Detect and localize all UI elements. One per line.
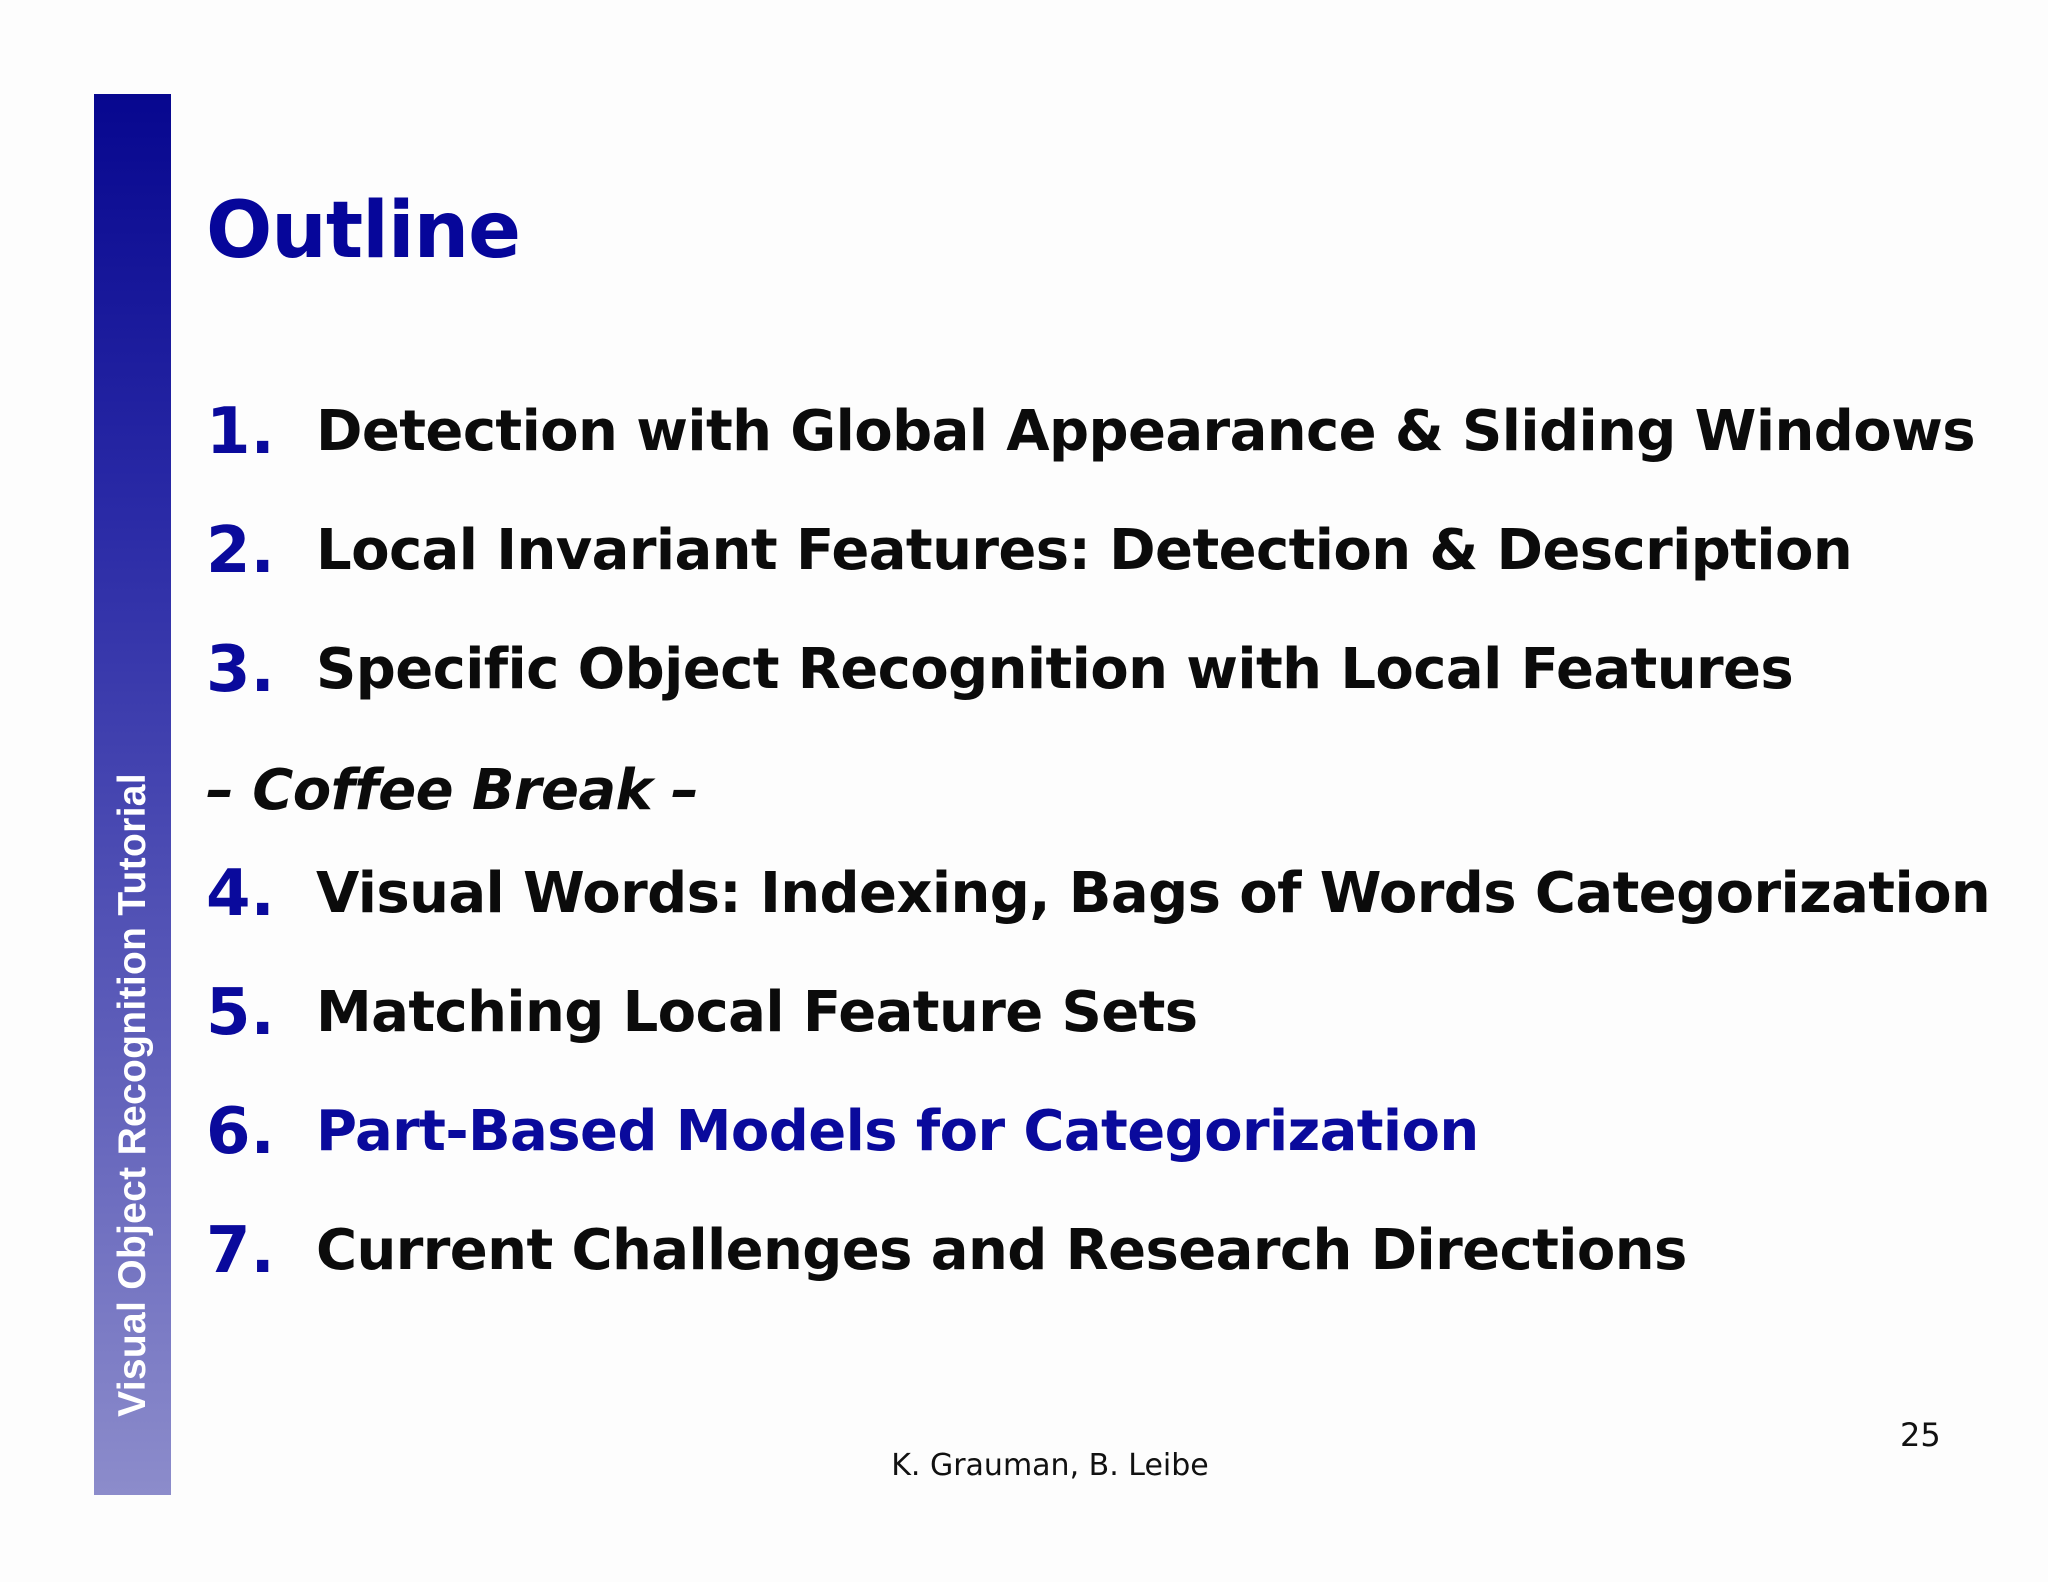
outline-item-1 [206, 392, 1975, 472]
item-number: 3. [206, 633, 275, 707]
item-text-current: Part-Based Models for Categorization [316, 1099, 1479, 1164]
item-number: 4. [206, 857, 275, 931]
item-number: 5. [206, 976, 275, 1050]
outline-item-4 [206, 854, 1990, 934]
outline-item-3 [206, 630, 1793, 710]
item-number: 1. [206, 395, 275, 469]
outline-item-7 [206, 1211, 1687, 1291]
item-number: 2. [206, 514, 275, 588]
footer-authors: K. Grauman, B. Leibe [891, 1448, 1209, 1483]
item-text: Specific Object Recognition with Local Features [316, 637, 1794, 702]
item-text: Matching Local Feature Sets [316, 980, 1198, 1045]
coffee-break-label: – Coffee Break – [206, 757, 699, 823]
item-text: Detection with Global Appearance & Sliding Windows [316, 399, 1975, 464]
item-number: 7. [206, 1214, 275, 1288]
outline-item-2 [206, 511, 1852, 591]
outline-item-6 [206, 1092, 1479, 1172]
item-text: Visual Words: Indexing, Bags of Words Categorization [316, 861, 1991, 926]
item-text: Local Invariant Features: Detection & Description [316, 518, 1853, 583]
outline-item-5 [206, 973, 1198, 1053]
item-number: 6. [206, 1095, 275, 1169]
page-number: 25 [1900, 1416, 1941, 1454]
sidebar-label: Visual Object Recognition Tutorial [111, 773, 154, 1417]
slide-title: Outline [206, 186, 521, 276]
item-text: Current Challenges and Research Directions [316, 1218, 1687, 1283]
